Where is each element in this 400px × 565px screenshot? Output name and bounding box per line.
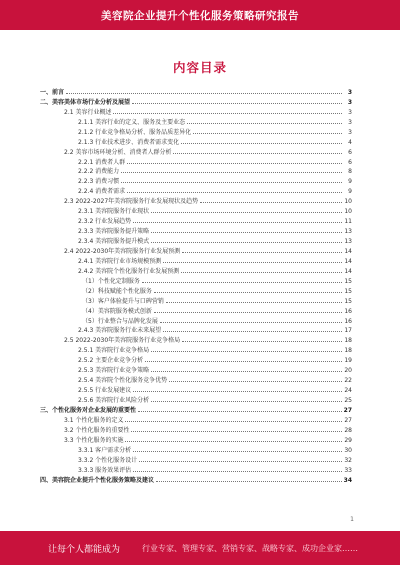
toc-entry-label: 2.5.6 美容院行业风险分析 xyxy=(40,397,151,404)
toc-entry[interactable] xyxy=(40,245,352,255)
toc-entry[interactable] xyxy=(40,334,352,344)
toc-entry-page: 15 xyxy=(344,297,352,305)
toc-entry-page: 6 xyxy=(348,158,352,166)
toc-entry[interactable] xyxy=(40,354,352,364)
toc-entry[interactable] xyxy=(40,96,352,106)
toc-entry-label: 2.5.4 美容院个性化服务竞争优势 xyxy=(40,377,169,384)
toc-entry[interactable] xyxy=(40,175,352,185)
toc-entry[interactable] xyxy=(40,285,352,295)
toc-entry[interactable] xyxy=(40,235,352,245)
toc-entry-label: 二、美容美体市场行业分析及展望 xyxy=(40,98,131,106)
toc-entry-label: 3.3.2 个性化服务设计 xyxy=(40,457,139,464)
toc-entry-label: 2.4 2022-2030年美容院服务行业发展预测 xyxy=(40,248,182,255)
toc-entry-page: 13 xyxy=(344,238,352,245)
toc-entry[interactable] xyxy=(40,166,352,176)
toc-leader-dots xyxy=(156,481,342,482)
toc-entry-label: 3.3.1 客户需求分析 xyxy=(40,447,133,454)
toc-entry-label: 2.1 美容行业概述 xyxy=(40,109,113,116)
toc-leader-dots xyxy=(121,172,342,173)
toc-entry-label: （1）个性化定制服务 xyxy=(40,278,142,285)
toc-entry-label: （3）客户体验提升与口碑营销 xyxy=(40,298,166,305)
toc-entry-page: 15 xyxy=(344,287,352,295)
toc-entry-page: 15 xyxy=(344,277,352,285)
report-title: 美容院企业提升个性化服务策略研究报告 xyxy=(101,9,299,22)
toc-entry-page: 11 xyxy=(344,218,352,226)
toc-entry[interactable] xyxy=(40,474,352,484)
toc-entry-page: 19 xyxy=(344,357,352,365)
toc-entry-page: 30 xyxy=(344,446,352,454)
toc-entry[interactable] xyxy=(40,315,352,325)
footer-slogan: 让每个人都能成为 xyxy=(48,544,121,555)
toc-entry[interactable] xyxy=(40,205,352,215)
toc-entry[interactable] xyxy=(40,185,352,195)
toc-entry-page: 8 xyxy=(348,168,352,176)
toc-leader-dots xyxy=(182,252,342,253)
toc-entry[interactable] xyxy=(40,364,352,374)
toc-entry-label: （5）行业整合与品牌化发展 xyxy=(40,318,160,325)
toc-entry[interactable] xyxy=(40,414,352,424)
footer-bar xyxy=(0,531,400,565)
toc-leader-dots xyxy=(163,262,342,263)
toc-entry[interactable] xyxy=(40,106,352,116)
toc-leader-dots xyxy=(133,451,342,452)
toc-leader-dots xyxy=(66,93,342,94)
toc-entry[interactable] xyxy=(40,394,352,404)
toc-leader-dots xyxy=(125,421,342,422)
toc-leader-dots xyxy=(121,182,342,183)
toc-entry-label: 2.5.2 主要企业竞争分析 xyxy=(40,357,145,364)
toc-entry-page: 34 xyxy=(343,476,352,484)
toc-entry[interactable] xyxy=(40,464,352,474)
toc-leader-dots xyxy=(193,133,342,134)
toc-entry-page: 14 xyxy=(344,267,352,275)
toc-entry[interactable] xyxy=(40,195,352,205)
toc-entry-page: 27 xyxy=(344,416,352,424)
toc-leader-dots xyxy=(113,113,342,114)
toc-entry-label: 2.5.5 行业发展建议 xyxy=(40,387,133,394)
toc-entry[interactable] xyxy=(40,265,352,275)
toc-entry-page: 32 xyxy=(344,456,352,464)
toc-entry-page: 13 xyxy=(344,228,352,236)
toc-entry-page: 18 xyxy=(344,347,352,355)
toc-entry-label: 3.3.3 服务效果评估 xyxy=(40,467,133,474)
toc-entry[interactable] xyxy=(40,444,352,454)
toc-entry-label: 3.3 个性化服务的实施 xyxy=(40,437,125,444)
page-number: 1 xyxy=(350,516,354,523)
toc-entry-page: 16 xyxy=(344,307,352,315)
toc-entry-label: 2.2.2 消费能力 xyxy=(40,168,121,175)
toc-entry-page: 20 xyxy=(344,367,352,375)
toc-leader-dots xyxy=(142,282,342,283)
toc-entry-label: 2.1.3 行业技术进步、消费者需求变化 xyxy=(40,139,181,146)
toc-leader-dots xyxy=(154,292,342,293)
toc-leader-dots xyxy=(182,341,342,342)
toc-leader-dots xyxy=(187,123,342,124)
toc-entry-page: 14 xyxy=(344,257,352,265)
toc-entry[interactable] xyxy=(40,126,352,136)
toc-entry[interactable] xyxy=(40,434,352,444)
toc-entry[interactable] xyxy=(40,146,352,156)
toc-leader-dots xyxy=(125,441,342,442)
toc-leader-dots xyxy=(160,322,342,323)
toc-entry-label: 2.2.3 消费习惯 xyxy=(40,178,121,185)
toc-entry[interactable] xyxy=(40,136,352,146)
toc-entry-label: 3.2 个性化服务的重要性 xyxy=(40,427,131,434)
toc-leader-dots xyxy=(181,143,342,144)
toc-leader-dots xyxy=(139,461,342,462)
toc-leader-dots xyxy=(151,232,342,233)
toc-entry-label: 3.1 个性化服务的定义 xyxy=(40,417,125,424)
toc-leader-dots xyxy=(163,331,342,332)
toc-entry[interactable] xyxy=(40,295,352,305)
toc-leader-dots xyxy=(145,361,342,362)
toc-entry[interactable] xyxy=(40,275,352,285)
toc-entry-page: 3 xyxy=(348,118,352,126)
toc-leader-dots xyxy=(133,222,342,223)
toc-entry-page: 18 xyxy=(344,337,352,345)
toc-entry[interactable] xyxy=(40,225,352,235)
toc-entry-label: 2.3.3 美容院服务提升策略 xyxy=(40,228,151,235)
toc-entry[interactable] xyxy=(40,215,352,225)
toc-entry[interactable] xyxy=(40,156,352,166)
toc-entry-label: 四、美容院企业提升个性化服务策略及建议 xyxy=(40,476,155,484)
toc-leader-dots xyxy=(151,351,342,352)
toc-entry[interactable] xyxy=(40,305,352,315)
toc-leader-dots xyxy=(154,312,342,313)
toc-entry-label: 2.3 2022-2027年美容院服务行业发展现状及趋势 xyxy=(40,198,200,205)
toc-leader-dots xyxy=(173,153,342,154)
toc-leader-dots xyxy=(181,272,342,273)
toc-entry-page: 22 xyxy=(344,377,352,385)
toc-entry-page: 3 xyxy=(347,88,352,96)
toc-entry[interactable] xyxy=(40,344,352,354)
toc-leader-dots xyxy=(169,381,342,382)
toc-entry-page: 29 xyxy=(344,436,352,444)
toc-entry-page: 24 xyxy=(344,387,352,395)
toc-entry-label: 2.4.1 美容院行业市场规模预测 xyxy=(40,258,163,265)
toc-entry[interactable] xyxy=(40,255,352,265)
toc-entry[interactable] xyxy=(40,86,352,96)
toc-leader-dots xyxy=(132,103,342,104)
toc-entry-page: 10 xyxy=(344,208,352,216)
toc-entry[interactable] xyxy=(40,384,352,394)
toc-entry-page: 9 xyxy=(348,178,352,186)
toc-entry-label: 2.1.1 美容行业的定义、服务及主要业态 xyxy=(40,119,187,126)
toc-entry-page: 16 xyxy=(344,317,352,325)
toc-entry-page: 25 xyxy=(344,397,352,404)
toc-entry-page: 33 xyxy=(344,466,352,474)
toc-leader-dots xyxy=(138,411,342,412)
toc-heading: 内容目录 xyxy=(172,60,227,75)
toc-entry-label: 2.4.2 美容院个性化服务行业发展预测 xyxy=(40,268,181,275)
toc-entry-page: 6 xyxy=(348,148,352,156)
toc-entry-label: 三、个性化服务对企业发展的重要性 xyxy=(40,406,137,414)
toc-entry-label: 2.3.4 美容院服务提升模式 xyxy=(40,238,151,245)
toc-entry[interactable] xyxy=(40,454,352,464)
toc-entry-page: 10 xyxy=(344,198,352,206)
toc-entry-page: 17 xyxy=(344,327,352,335)
toc-entry-page: 3 xyxy=(348,108,352,116)
toc-entry[interactable] xyxy=(40,404,352,414)
toc-entry-page: 28 xyxy=(344,426,352,434)
toc-entry-label: 一、前言 xyxy=(40,88,65,96)
toc-leader-dots xyxy=(200,202,342,203)
toc-entry-label: 2.5.3 美容院行业竞争策略 xyxy=(40,367,151,374)
toc-entry[interactable] xyxy=(40,374,352,384)
toc-entry-page: 3 xyxy=(347,98,352,106)
toc-entry-label: 2.1.2 行业竞争格局分析、服务品质差异化 xyxy=(40,129,193,136)
toc-leader-dots xyxy=(151,212,342,213)
toc-leader-dots xyxy=(151,401,342,402)
toc-leader-dots xyxy=(133,471,342,472)
toc-leader-dots xyxy=(166,302,342,303)
toc-entry-label: 2.5.1 美容院行业竞争格局 xyxy=(40,347,151,354)
toc-entry-label: （2）科技赋能个性化服务 xyxy=(40,288,154,295)
toc-entry[interactable] xyxy=(40,116,352,126)
toc-entry-label: 2.5 2022-2030年美容院服务行业竞争格局 xyxy=(40,337,182,344)
toc-leader-dots xyxy=(131,431,342,432)
toc-entry[interactable] xyxy=(40,424,352,434)
footer-tagline: 行业专家、管理专家、营销专家、战略专家、成功企业家…… xyxy=(142,543,359,553)
toc-entry-label: 2.2 美容市场环境分析、消费者人群分析 xyxy=(40,149,173,156)
toc-leader-dots xyxy=(151,371,342,372)
toc-entry-page: 14 xyxy=(344,247,352,255)
toc-entry-label: 2.2.4 消费者需求 xyxy=(40,188,127,195)
toc-entry-label: 2.4.3 美容院服务行业未来展望 xyxy=(40,327,163,334)
toc-entry-page: 27 xyxy=(343,406,352,414)
toc-entry-page: 4 xyxy=(348,138,352,146)
toc-entry-label: 2.3.2 行业发展趋势 xyxy=(40,218,133,225)
toc-entry-page: 3 xyxy=(348,128,352,136)
toc-entry-label: 2.2.1 消费者人群 xyxy=(40,159,127,166)
toc-leader-dots xyxy=(133,391,342,392)
toc-leader-dots xyxy=(127,192,342,193)
toc-entry-label: （4）美容院服务模式创新 xyxy=(40,308,154,315)
toc-entry[interactable] xyxy=(40,325,352,335)
toc-entry-label: 2.3.1 美容院服务行业现状 xyxy=(40,208,151,215)
toc-entry-page: 9 xyxy=(348,188,352,196)
header-bar xyxy=(0,0,400,30)
table-of-contents xyxy=(40,86,352,484)
toc-leader-dots xyxy=(127,163,342,164)
toc-leader-dots xyxy=(151,242,342,243)
